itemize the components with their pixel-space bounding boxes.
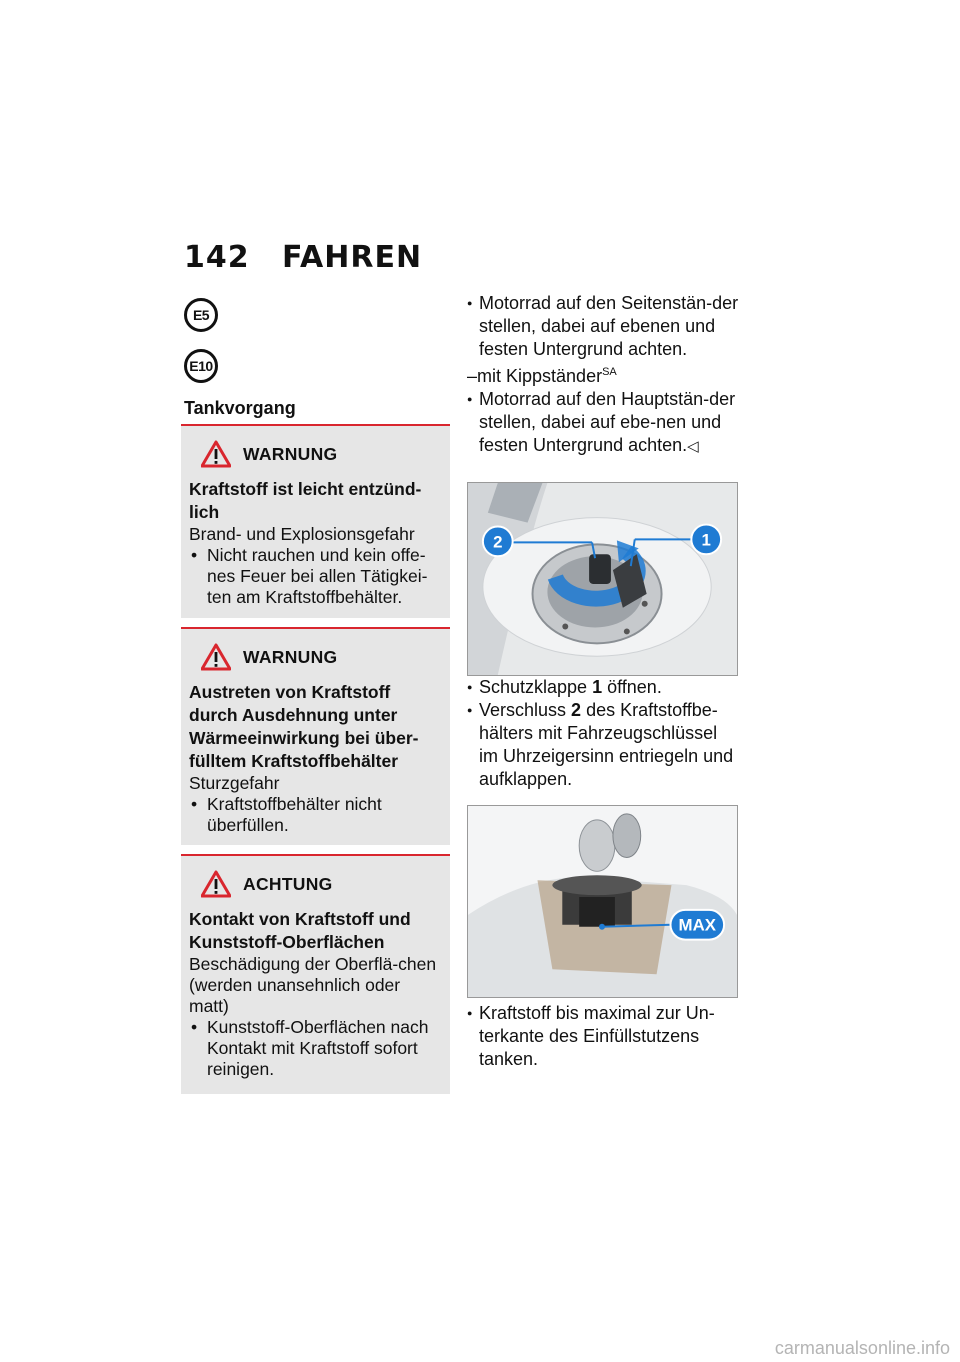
step-main-stand: ● Motorrad auf den Hauptstän-der stellen, dabei auf ebe-nen und festen Untergrund achten.◁ <box>467 388 739 458</box>
watermark: carmanualsonline.info <box>774 1338 950 1358</box>
warning-label: WARNUNG <box>243 443 338 464</box>
caution-consequence: Beschädigung der Oberflä-chen (werden unansehnlich oder matt) <box>189 954 437 1016</box>
warning-consequence: Brand- und Explosionsgefahr <box>189 524 415 544</box>
step-side-stand: ● Motorrad auf den Seitenstän-der stellen, dabei auf ebenen und festen Untergrund achten. <box>467 292 739 361</box>
caution-box <box>181 854 450 1094</box>
callout-2: 2 <box>493 532 503 552</box>
warning-consequence: Sturzgefahr <box>189 773 280 793</box>
caution-action: • Kunststoff-Oberflächen nach Kontakt mit Kraftstoff sofort reinigen. <box>189 1017 440 1080</box>
step-open-flap: ● Schutzklappe 1 öffnen. <box>467 676 739 699</box>
caution-label: ACHTUNG <box>243 873 333 894</box>
sa-superscript: SA <box>602 366 617 378</box>
warning-action: • Nicht rauchen und kein offe-nes Feuer bei allen Tätigkei-ten am Kraftstoffbehälter. <box>189 545 440 608</box>
callout-1: 1 <box>701 530 711 550</box>
warning-title: Austreten von Kraftstoff durch Ausdehnung unter Wärmeeinwirkung bei über-fülltem Kraftstoffbehälter <box>189 682 419 771</box>
page-header <box>184 240 422 275</box>
fuel-e10-badge: E10 <box>184 349 218 383</box>
steps-mid <box>467 676 739 791</box>
warning-triangle-icon <box>201 870 231 898</box>
caution-title: Kontakt von Kraftstoff und Kunststoff-Oberflächen <box>189 909 411 952</box>
warning-triangle-icon <box>201 643 231 671</box>
step-unlock-cap: ● Verschluss 2 des Kraftstoffbe-hälters mit Fahrzeugschlüssel im Uhrzeigersinn entriegeln und aufklappen. <box>467 699 739 791</box>
steps-top <box>467 292 739 458</box>
max-label: MAX <box>678 915 717 935</box>
chapter-title: FAHREN <box>282 240 423 275</box>
section-title: Tankvorgang <box>184 398 296 418</box>
step-refuel-max: ● Kraftstoff bis maximal zur Un-terkante des Einfüllstutzens tanken. <box>467 1002 739 1071</box>
warning-action: • Kraftstoffbehälter nicht überfüllen. <box>189 794 440 836</box>
variant-line: –mit Kippständer$^{SA}$ <box>467 366 617 386</box>
warning-title: Kraftstoff ist leicht entzünd-lich <box>189 479 422 522</box>
figure-fuel-max-level <box>467 805 738 998</box>
steps-bottom <box>467 1002 739 1071</box>
page-number: 142 <box>184 240 250 275</box>
figure-fuel-cap-open <box>467 482 738 676</box>
warning-triangle-icon <box>201 440 231 468</box>
end-mark-icon: ◁ <box>687 438 699 455</box>
warning-box-2 <box>181 627 450 845</box>
fuel-e5-badge: E5 <box>184 298 218 332</box>
warning-box-1 <box>181 424 450 618</box>
warning-label: WARNUNG <box>243 646 338 667</box>
